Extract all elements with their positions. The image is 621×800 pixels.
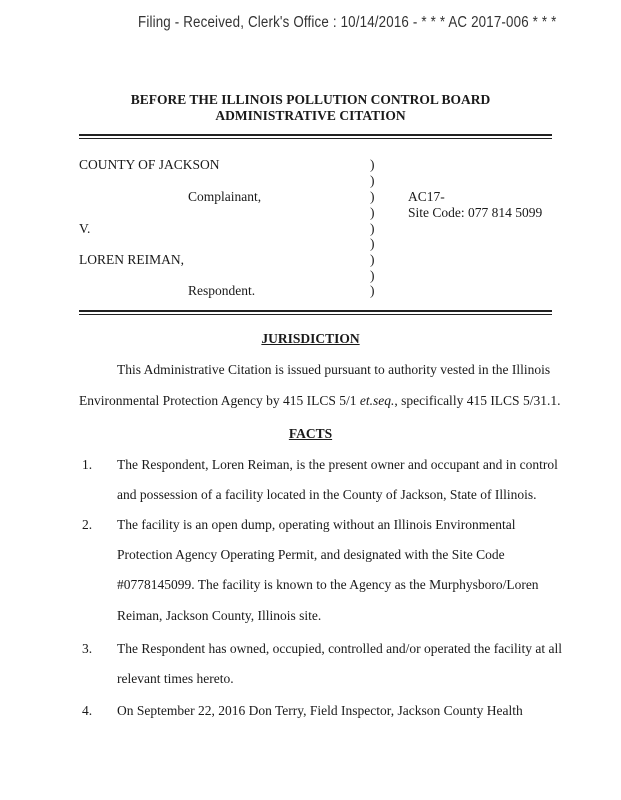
filing-stamp: Filing - Received, Clerk's Office : 10/14/2016 - * * * AC 2017-006 * * *: [138, 14, 557, 31]
fact-number: 2.: [82, 517, 93, 532]
fact-number: 4.: [82, 703, 93, 718]
respondent-role: Respondent.: [188, 283, 256, 298]
respondent-name: LOREN REIMAN,: [79, 252, 184, 267]
caption-paren: ): [370, 236, 375, 251]
fact-line: The Respondent has owned, occupied, controlled and/or operated the facility at all: [117, 641, 562, 656]
caption-top-rule: [79, 134, 552, 136]
caption-paren: ): [370, 189, 375, 204]
jurisdiction-text-line-1: This Administrative Citation is issued pursuant to authority vested in the Illinois: [117, 362, 551, 377]
fact-line: The facility is an open dump, operating without an Illinois Environmental: [117, 517, 516, 532]
fact-line: Reiman, Jackson County, Illinois site.: [117, 608, 322, 623]
fact-line: The Respondent, Loren Reiman, is the present owner and occupant and in control: [117, 457, 558, 472]
caption-paren: ): [370, 157, 375, 172]
caption-paren: ): [370, 252, 375, 267]
caption-paren: ): [370, 173, 375, 188]
site-code: Site Code: 077 814 5099: [408, 205, 543, 220]
caption-top-rule-thin: [79, 138, 552, 139]
complainant-role: Complainant,: [188, 189, 262, 204]
fact-line: #0778145099. The facility is known to the Agency as the Murphysboro/Loren: [117, 577, 539, 592]
caption-paren: ): [370, 268, 375, 283]
fact-line: and possession of a facility located in the County of Jackson, State of Illinois.: [117, 487, 537, 502]
fact-line: relevant times hereto.: [117, 671, 234, 686]
caption-paren: ): [370, 205, 375, 220]
versus-label: V.: [79, 221, 91, 236]
caption-bottom-rule: [79, 310, 552, 312]
fact-line: On September 22, 2016 Don Terry, Field Inspector, Jackson County Health: [117, 703, 523, 718]
complainant-name: COUNTY OF JACKSON: [79, 157, 220, 172]
jurisdiction-text-line-2: Environmental Protection Agency by 415 ILCS 5/1 et.seq., specifically 415 ILCS 5/31.1.: [79, 393, 561, 408]
fact-number: 1.: [82, 457, 93, 472]
caption-paren: ): [370, 221, 375, 236]
document-title: ADMINISTRATIVE CITATION: [215, 108, 406, 123]
fact-line: Protection Agency Operating Permit, and designated with the Site Code: [117, 547, 505, 562]
case-number: AC17-: [408, 189, 445, 204]
fact-number: 3.: [82, 641, 93, 656]
caption-bottom-rule-thin: [79, 314, 552, 315]
facts-heading: FACTS: [288, 426, 333, 441]
jurisdiction-heading: JURISDICTION: [261, 331, 360, 346]
caption-paren: ): [370, 283, 375, 298]
board-heading: BEFORE THE ILLINOIS POLLUTION CONTROL BOARD: [130, 92, 491, 107]
